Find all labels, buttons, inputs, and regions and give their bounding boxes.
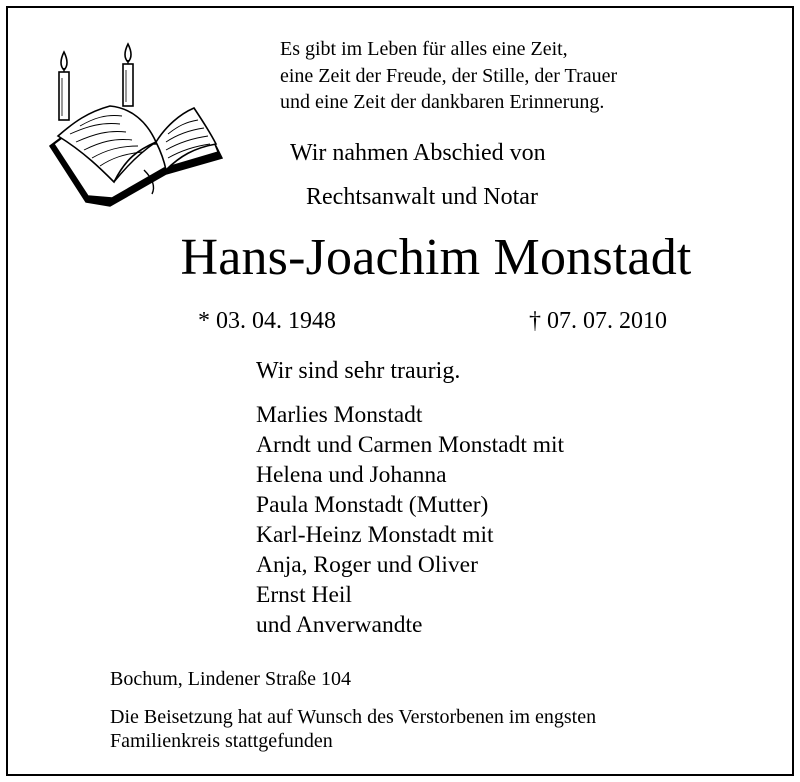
motto-line: eine Zeit der Freude, der Stille, der Trauer	[280, 64, 618, 87]
family-address: Bochum, Lindener Straße 104	[110, 668, 352, 690]
mourner-entry: Karl-Heinz Monstadt mit	[256, 522, 494, 548]
profession-title: Rechtsanwalt und Notar	[306, 184, 538, 210]
mourner-entry: Ernst Heil	[256, 582, 352, 608]
mourner-entry: Paula Monstadt (Mutter)	[256, 492, 489, 518]
condolence-statement: Wir sind sehr traurig.	[256, 358, 461, 384]
birth-date: * 03. 04. 1948	[198, 308, 336, 334]
mourner-entry: Marlies Monstadt	[256, 402, 423, 428]
mourner-entry: Arndt und Carmen Monstadt mit	[256, 432, 565, 458]
mourner-entry: Anja, Roger und Oliver	[256, 552, 478, 578]
farewell-intro: Wir nahmen Abschied von	[290, 140, 546, 166]
notice-line: Die Beisetzung hat auf Wunsch des Verstorbenen im engsten	[110, 706, 597, 728]
mourner-entry: Helena und Johanna	[256, 462, 447, 488]
death-date: † 07. 07. 2010	[529, 308, 667, 334]
book-candles-icon	[44, 42, 226, 212]
burial-notice	[110, 705, 596, 753]
mourner-entry: und Anverwandte	[256, 612, 423, 638]
motto-verse	[280, 36, 617, 116]
motto-line: und eine Zeit der dankbaren Erinnerung.	[280, 91, 605, 113]
notice-line: Familienkreis stattgefunden	[110, 730, 333, 752]
mourners-list	[256, 400, 564, 640]
motto-line: Es gibt im Leben für alles eine Zeit,	[280, 38, 568, 60]
deceased-name: Hans-Joachim Monstadt	[180, 229, 692, 286]
